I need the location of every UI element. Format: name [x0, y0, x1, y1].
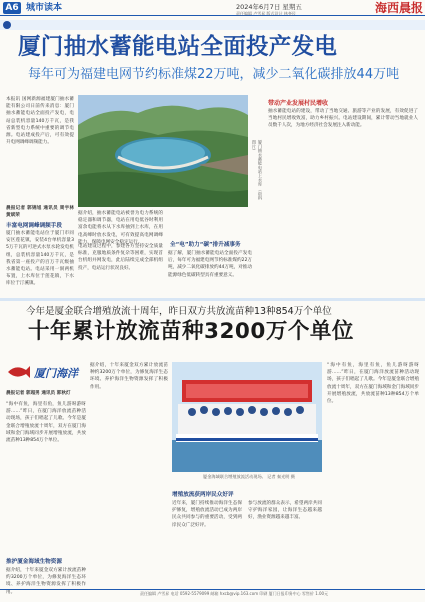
headline: 厦门抽水蓄能电站全面投产发电	[18, 34, 338, 60]
top-stripe	[0, 20, 425, 30]
editor-credit: 责任编辑 卢雪昇 版式设计 林尧民	[236, 11, 296, 16]
paragraph-3: 电站建设过程中，参建各方坚持安全质量标准，克服地质条件复杂等困难，实现首台机组并网发电，此后陆续完成全部机组投产，电站运行状况良好。	[78, 244, 163, 271]
ocean-logo	[6, 362, 86, 382]
release-photo-caption: 厦金海域联合增殖放流活动现场。 记者 秦光明 摄	[203, 474, 295, 479]
subheadline: 每年可为福建电网节约标准煤22万吨，减少二氧化碳排放44万吨	[28, 67, 400, 82]
story2-subheading-1: 推护厦金海域生物资源	[6, 559, 62, 565]
boat-release-illustration	[172, 362, 322, 472]
subheading-3: 带动产业发展村民增收	[268, 100, 329, 107]
subheading-2: 全“电”助力“碳”排升减事务	[170, 242, 241, 248]
page-header	[0, 0, 425, 16]
photo-caption: 厦门抽水蓄能电站上水库 （资料图片）	[252, 140, 263, 200]
story2-byline: 晨报记者 郭超男 通讯员 郭秋灯	[6, 391, 71, 396]
paragraph-2: 据介绍，抽水蓄能电站被誉为电力系统的稳定器和调节器，电站在用电低谷时利用富余电能将水从下水库抽到上水库，在用电高峰时放水发电，可有效提高电网调峰能力，保障电网安全稳定运行。	[78, 211, 163, 245]
page-number: A6	[3, 2, 21, 14]
story-marker-icon	[3, 21, 11, 29]
story2-paragraph-2: 据介绍，十年来厦金双方累计放流苗种约3200万个单位，为修复海洋生态环境、养护海洋生物资源发挥了积极作用。	[6, 568, 86, 595]
footer-rule	[0, 589, 425, 590]
issue-date: 2024年6月7日 星期五	[236, 3, 302, 11]
paragraph-1: 厦门抽水蓄能电站位于厦门市同安区莲花镇，安装4台单机容量35万千瓦的可逆式水泵水轮发电机组，总装机容量140万千瓦，是我省第一座投产的百万千瓦级抽水蓄能电站。电站采用一洞两机布置，上水库位于莲花镇，下水库位于汀溪镇。	[6, 231, 74, 287]
reservoir-illustration	[78, 95, 248, 207]
story2-paragraph-5: 据介绍，十年来厦金双方累计放流苗种约3200万个单位，为修复海洋生态环境、养护海洋生物资源发挥了积极作用。	[90, 363, 168, 390]
logo-text: 厦门海洋	[34, 367, 78, 380]
dam-photo	[78, 95, 248, 207]
section-name: 城市读本	[26, 3, 63, 13]
footer: 责任编辑 卢雪昇 电话 0592-5579099 邮箱 hxcb@vip.163.com 印刷 厦门日报印务中心 零售价 1.00元	[140, 591, 329, 596]
story2-intro: 今年是厦金联合增殖放流十周年，昨日双方共放流苗种13种854万个单位	[26, 306, 332, 317]
story2-subheading-2: 增殖放流获两岸民众好评	[172, 492, 234, 498]
subheading-1: 丰富电网调峰调频手段	[6, 223, 62, 229]
story2-paragraph-3: 近年来，厦门持续推动海洋生态保护修复，增殖放流活动已成为两岸民众共同参与的重要活动，受到两岸民众广泛好评。	[172, 501, 242, 528]
release-photo	[172, 362, 322, 472]
story2-right-column: “海中有鱼，海里有鱼，鱼儿游呀游呀游……”昨日，在厦门海洋放流苗种活动现场，孩子们唱起了儿歌。今年是厦金联合增殖放流十周年，双方在厦门海域和金门海域同步开展增殖放流，共放流苗种13种854万个单位。	[327, 363, 419, 405]
byline: 晨报记者 郭锦旭 通讯员 周宇林 黄斌荣	[6, 206, 74, 219]
paragraph-4: 据了解，厦门抽水蓄能电站全面投产发电后，每年可为福建电网节约标准煤约22万吨，减少二氧化碳排放约44万吨，对推动能源绿色低碳转型具有重要意义。	[168, 251, 252, 278]
lead-paragraph: 本报讯 国网新源福建厦门抽水蓄能有限公司日前传来消息：厦门抽水蓄能电站全面投产发电，电站总装机容量140万千瓦，是我省新型电力系统中重要的调节电源。电站建成投产后，可有效提升电网调峰调频能力。	[6, 97, 74, 146]
story2-paragraph-4: 参与放流的群众表示，希望两岸共同守护海洋家园，让海洋生态越来越好，渔业资源越来越丰富。	[248, 501, 322, 521]
story2-headline: 十年累计放流苗种3200万个单位	[28, 319, 354, 344]
paragraph-5: 抽水蓄能电站的建设，带动了当地交通、旅游等产业的发展，有效促进了当地村民增收致富，助力乡村振兴。电站建设期间，累计带动当地就业人员数千人次，为地方经济社会发展注入新动能。	[268, 109, 418, 129]
story2-paragraph-1: “海中有鱼，海里有鱼，鱼儿游呀游呀游……”昨日，在厦门海洋放流苗种活动现场，孩子们唱起了儿歌。今年是厦金联合增殖放流十周年，双方在厦门海域和金门海域同步开展增殖放流，共放流苗种13种854万个单位。	[6, 402, 86, 444]
newspaper-logo: 海西晨报	[374, 1, 423, 15]
section-divider	[0, 298, 425, 301]
